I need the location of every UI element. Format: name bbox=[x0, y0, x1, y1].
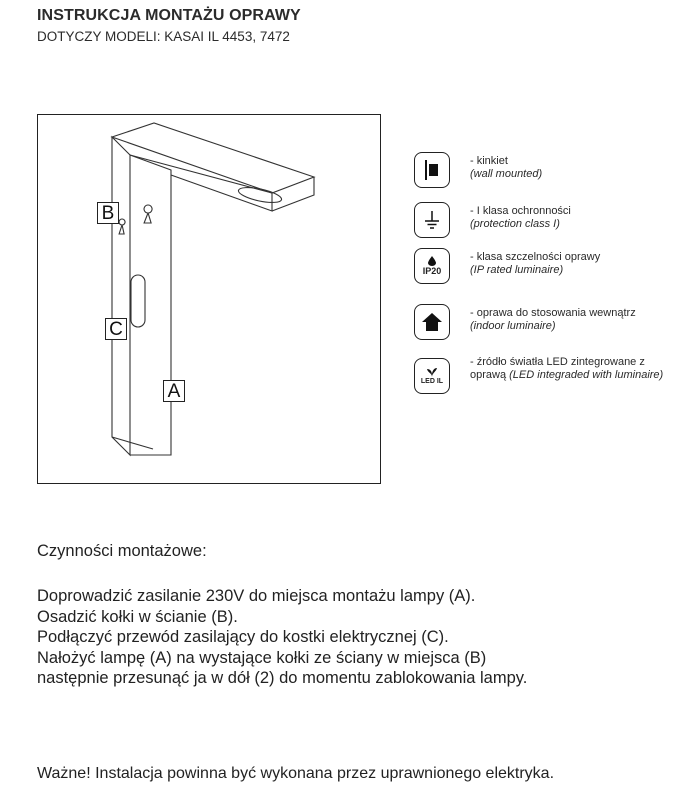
legend-text: - I klasa ochronności bbox=[470, 205, 571, 217]
page-title: INSTRUKCJA MONTAŻU OPRAWY bbox=[37, 7, 301, 24]
legend-text: - oprawa do stosowania wewnątrz bbox=[470, 307, 636, 319]
instructions-heading: Czynności montażowe: bbox=[37, 542, 207, 560]
instruction-step: Doprowadzić zasilanie 230V do miejsca montażu lampy (A). bbox=[37, 587, 476, 605]
wall-mounted-icon bbox=[414, 152, 450, 188]
legend-text-en: (LED integraded with luminaire) bbox=[509, 368, 664, 381]
led-icon-text: LED IL bbox=[420, 377, 444, 385]
legend-text-en: (IP rated luminaire) bbox=[470, 263, 564, 276]
page-subtitle: DOTYCZY MODELI: KASAI IL 4453, 7472 bbox=[37, 29, 290, 44]
instruction-step: następnie przesunąć ja w dół (2) do momentu zablokowania lampy. bbox=[37, 669, 528, 687]
legend-text-en: (protection class I) bbox=[470, 217, 560, 230]
instruction-step: Osadzić kołki w ścianie (B). bbox=[37, 607, 238, 626]
ip-rating-text: IP20 bbox=[422, 266, 442, 276]
instruction-steps bbox=[37, 586, 527, 689]
keyhole-b bbox=[144, 205, 152, 223]
instruction-step: Nałożyć lampę (A) na wystające kołki ze ściany w miejsca (B) bbox=[37, 648, 487, 667]
arm-led-window bbox=[237, 185, 283, 206]
important-note: Ważne! Instalacja powinna być wykonana przez uprawnionego elektryka. bbox=[37, 765, 555, 782]
label-b: B bbox=[97, 202, 119, 224]
column-side-face bbox=[112, 137, 130, 455]
lamp-diagram bbox=[37, 114, 381, 484]
led-integrated-icon bbox=[414, 358, 450, 394]
ip-rating-icon bbox=[414, 248, 450, 284]
protection-class-icon bbox=[414, 202, 450, 238]
legend-text: - źródło światła LED zintegrowane z oprawą bbox=[470, 356, 645, 381]
legend-text: - klasa szczelności oprawy bbox=[470, 251, 601, 263]
connection-slot bbox=[131, 275, 145, 327]
indoor-icon bbox=[414, 304, 450, 340]
arm-end-face bbox=[272, 177, 314, 211]
keyhole-b-2 bbox=[119, 219, 125, 234]
label-a: A bbox=[163, 380, 185, 402]
legend-text-en: (wall mounted) bbox=[470, 167, 543, 180]
lamp-drawing bbox=[38, 115, 382, 485]
label-c: C bbox=[105, 318, 127, 340]
arm-front-face bbox=[130, 155, 272, 211]
instruction-step: Podłączyć przewód zasilający do kostki elektrycznej (C). bbox=[37, 628, 449, 646]
legend-text-en: (indoor luminaire) bbox=[470, 319, 556, 332]
column-front-face bbox=[130, 155, 171, 455]
legend-text: - kinkiet bbox=[470, 155, 508, 167]
